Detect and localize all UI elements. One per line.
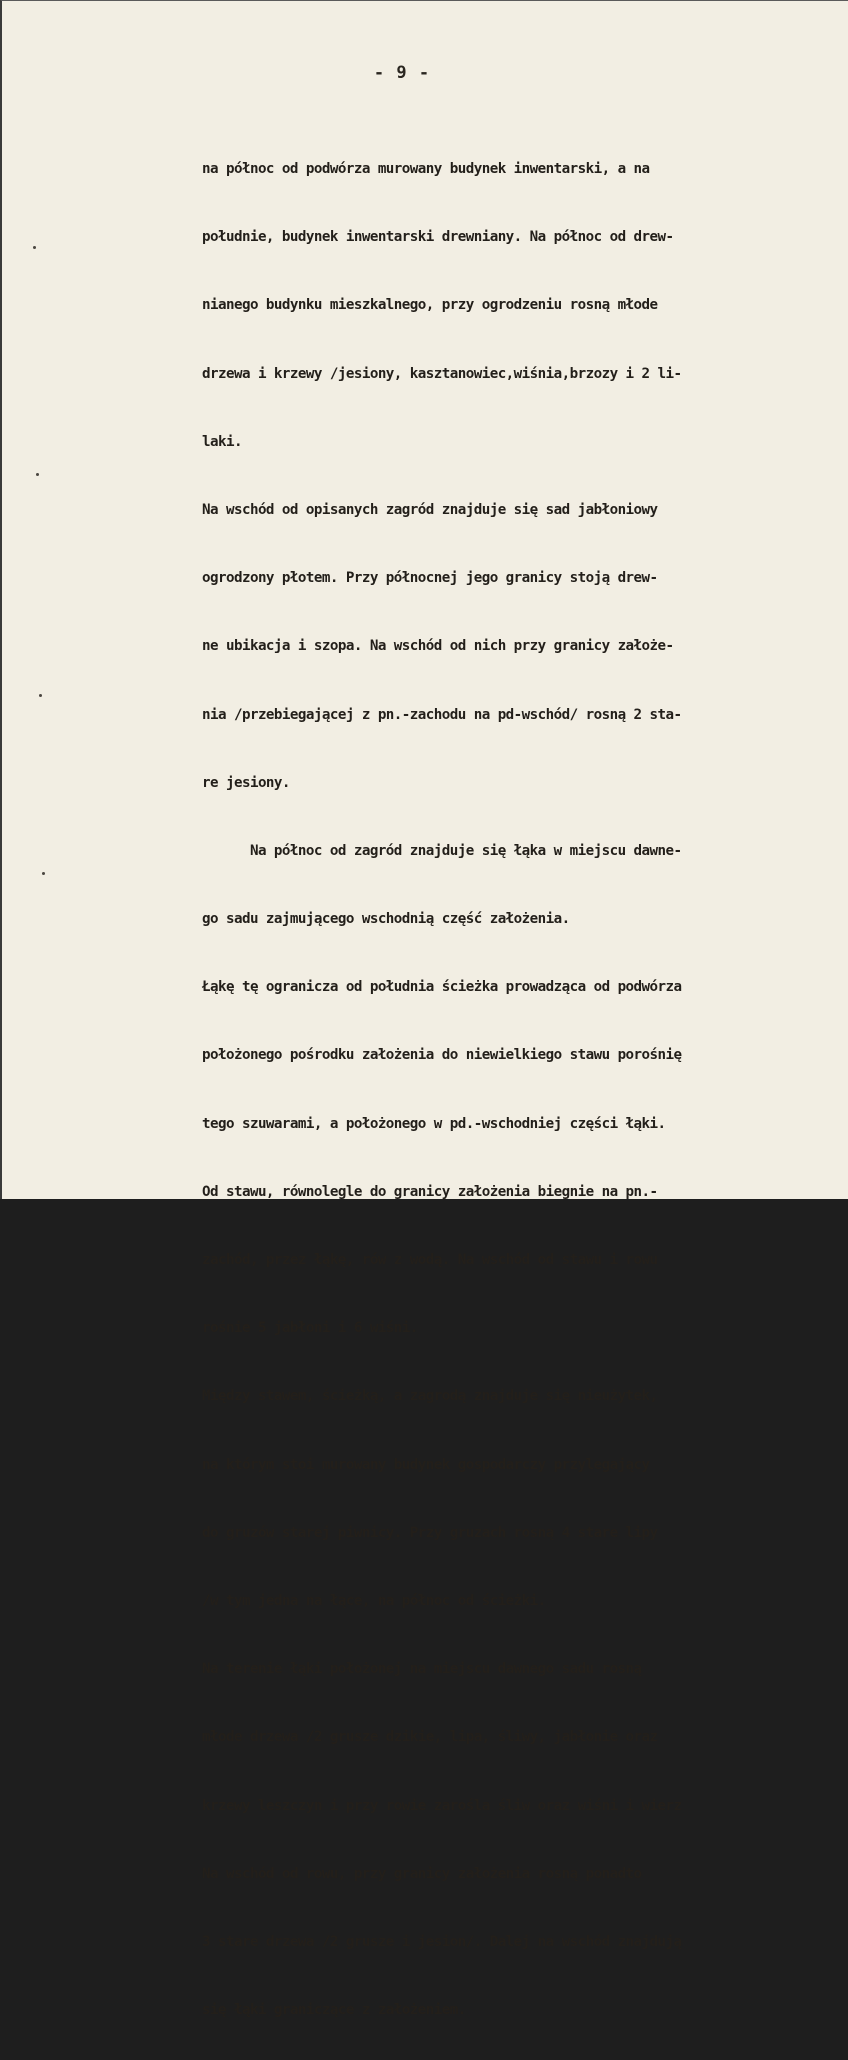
text-line: Na terenie łąki położonej na miejscu dawnego sadu rosną [202,1661,642,1678]
text-line: Między stawem, ścieżką, a zagrodą znajduje się nieużytek, [202,1388,658,1405]
margin-speck [39,694,42,697]
text-line: południe, budynek inwentarski drewniany. Na północ od drew- [202,229,674,246]
text-line: na którym stoi murowany budynek gospodarczy przylegający [202,1456,650,1473]
typed-body-text [202,119,842,2060]
text-line: Na wschód od rowu, przy granicy założenia rosną ponadto [202,1865,642,1882]
text-line: nia /przebiegającej z pn.-zachodu na pd-wschód/ rosną 2 sta- [202,706,682,723]
text-line: Na północ od zagród znajduje się łąka w miejscu dawne- [202,842,682,859]
text-line: rośnie 5 jabłoni i 6 wiśni. [202,1320,418,1337]
text-line: 3 stare drzewa /2 grusze i jesion/. Dalej na wschód znajdują [202,1933,682,1950]
text-line: Na wschód od opisanych zagród znajduje się sad jabłoniowy [202,501,658,518]
text-line: na północ od podwórza murowany budynek inwentarski, a na [202,161,650,177]
text-line: laki. [202,433,242,450]
page-number: - 9 - [373,63,431,83]
text-line: do gruzów starej piwnicy. Przy gruzach rosną 4 stare lipy [202,1524,658,1541]
text-line: Łąkę tę ogranicza od południa ścieżka prowadząca od podwórza [202,979,682,996]
text-line: się łąki graniczące z założeniem. [202,2002,466,2019]
text-line: ne ubikacja i szopa. Na wschód od nich przy granicy założe- [202,638,674,655]
text-line: nianego budynku mieszkalnego, przy ogrodzeniu rosną młode [202,297,658,314]
margin-speck [42,872,45,875]
text-line: Od stawu, równolegle do granicy założenia biegnie na pn.- [202,1183,658,1200]
text-line: tego szuwarami, a położonego w pd.-wschodniej części łąki. [202,1115,666,1132]
text-line: /w tym jedna na łące, na północ od ścieżki. [202,1592,546,1609]
margin-speck [36,473,39,476]
text-line: młode drzewa /2 grusze dzikie, lipa, śliwy, jabłonie oraz [202,1729,658,1746]
text-line: położonego pośrodku założenia do niewielkiego stawu porośnię [202,1047,682,1064]
text-line: re jesiony. [202,774,290,791]
text-line: go sadu zajmującego wschodnią część założenia. [202,911,570,928]
text-line: zachód, przez łąkę, rów z wodą. Na wschód od stawu i rowu [202,1252,658,1268]
text-line: ogrodzony płotem. Przy północnej jego granicy stoją drew- [202,570,658,587]
text-line: drzewa i krzewy /jesiony, kasztanowiec,wiśnia,brzozy i 2 li- [202,365,682,382]
text-line: krzewy leszczyn i przy rowie zarośla śliw oraz wiśni i wierz [202,1797,682,1814]
margin-speck [33,246,36,249]
